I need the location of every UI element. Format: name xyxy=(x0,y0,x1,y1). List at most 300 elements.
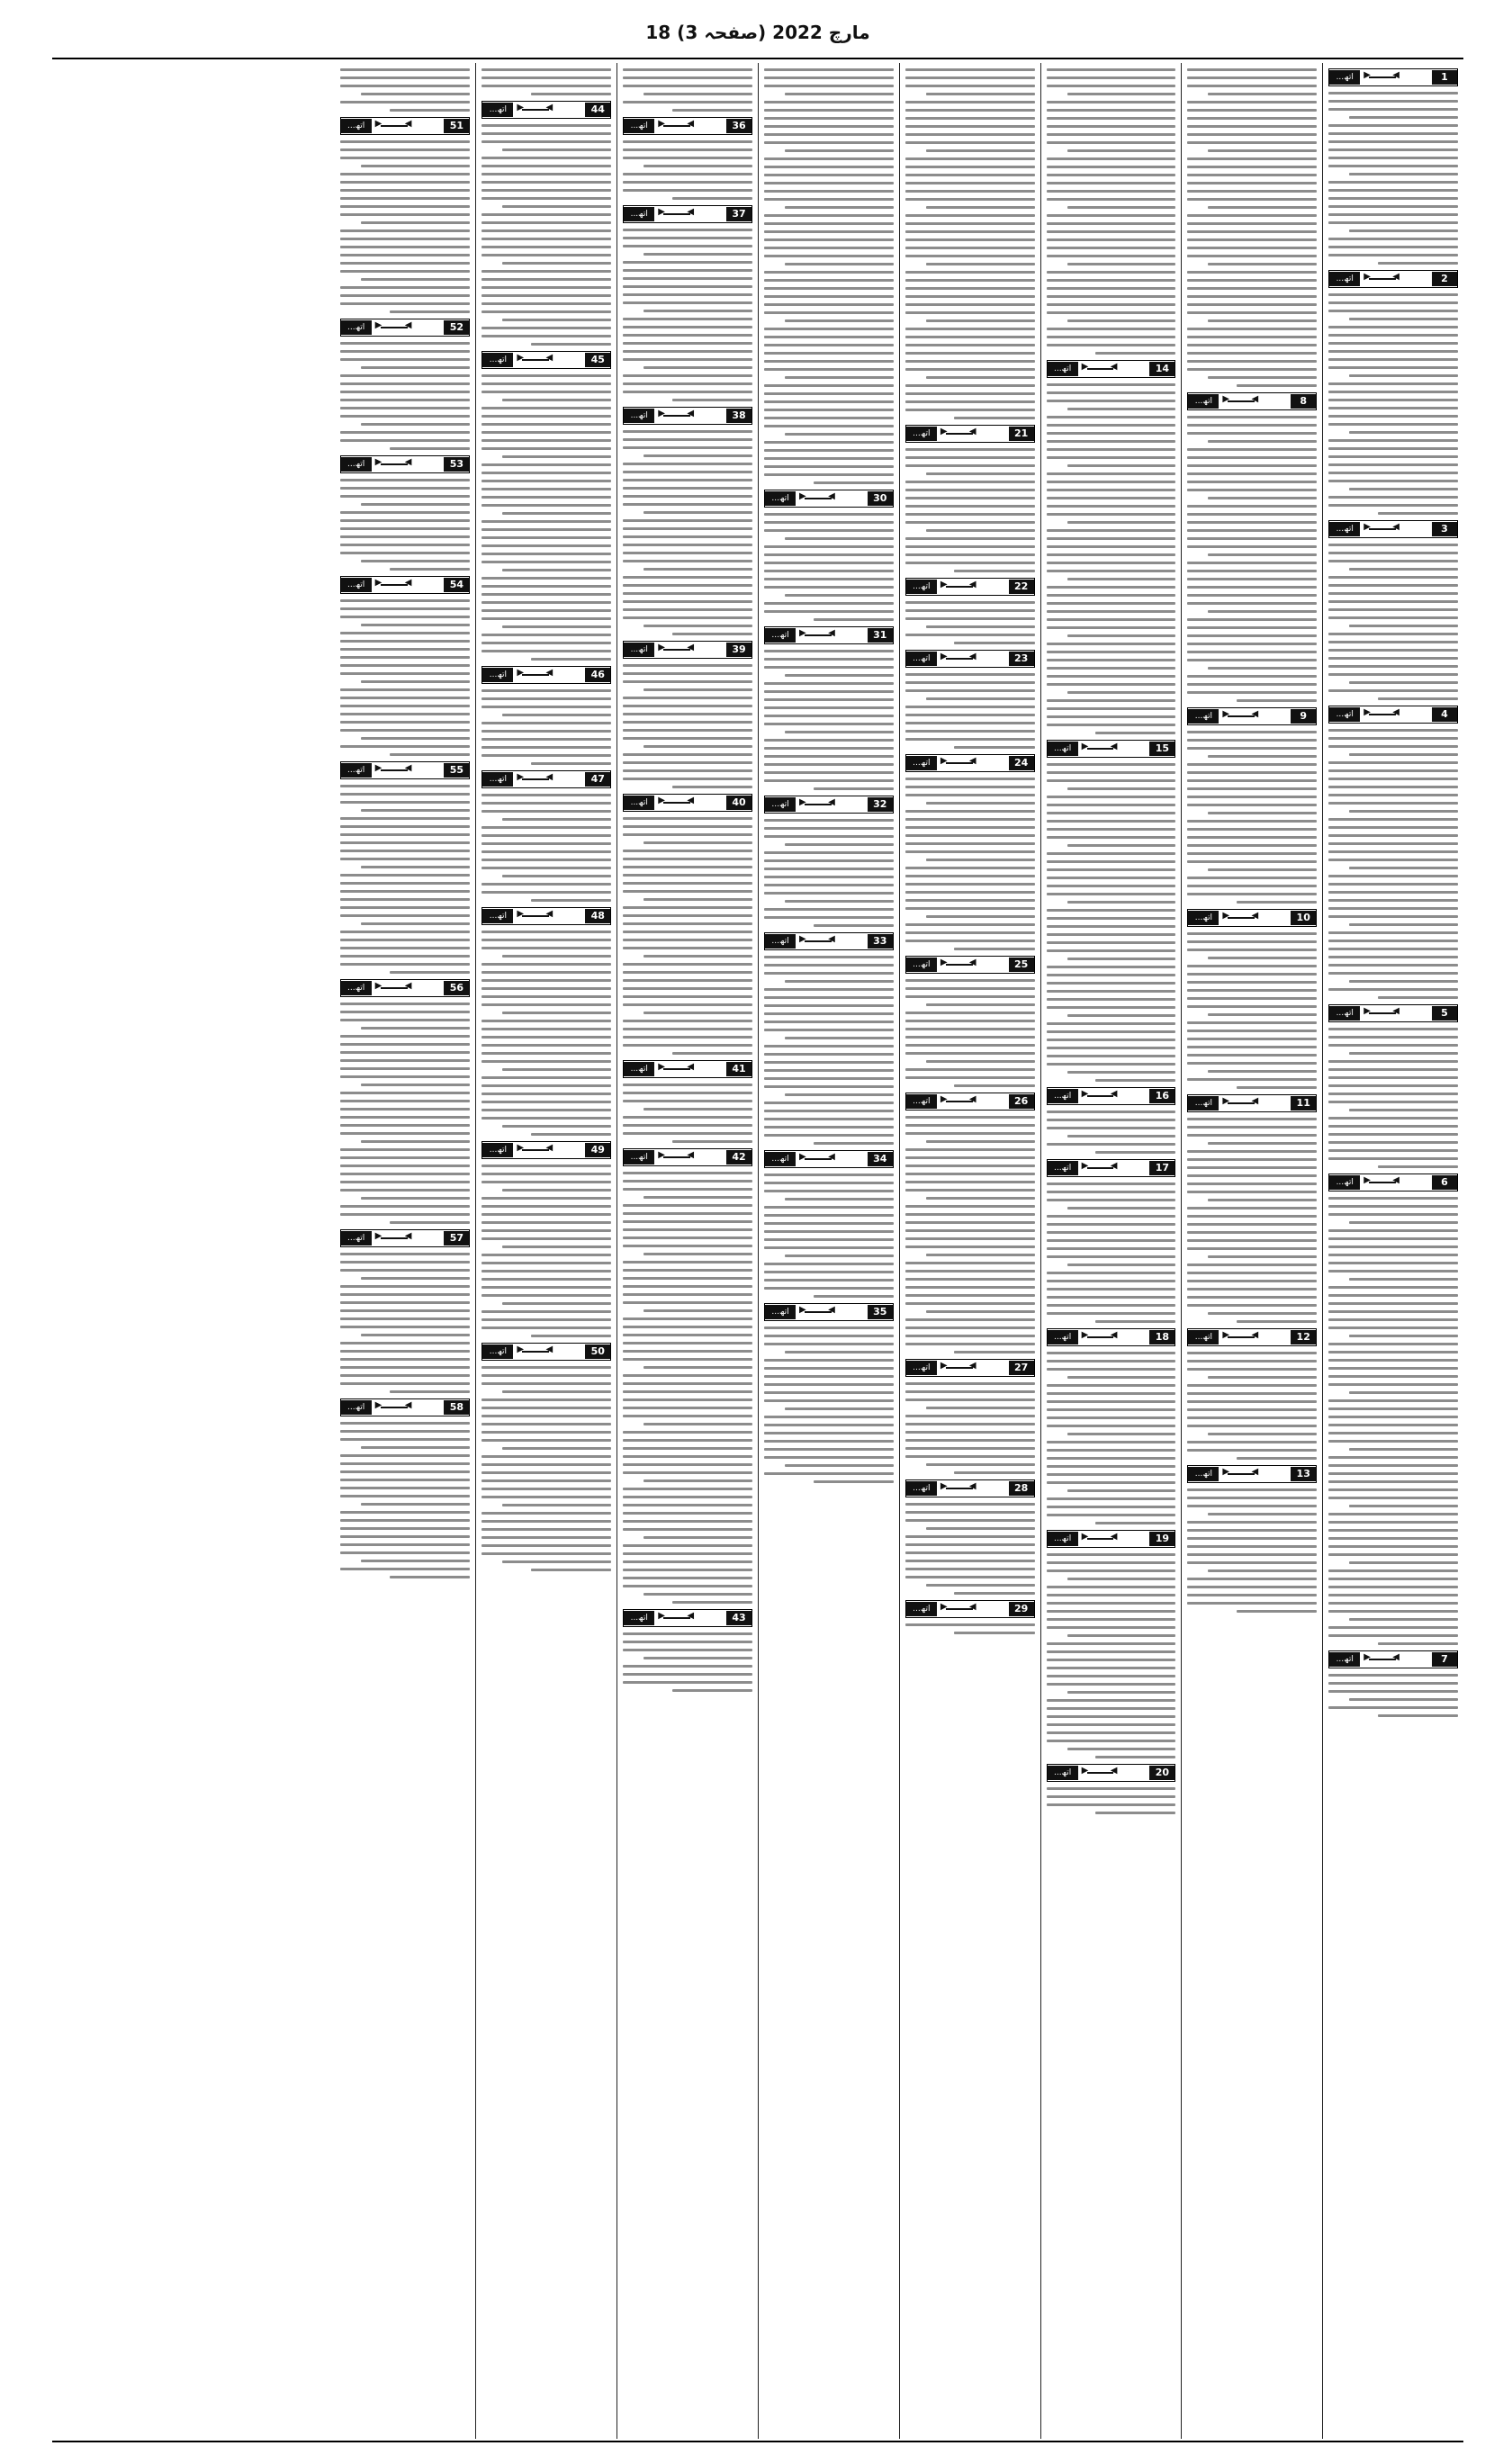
text-line xyxy=(340,785,471,787)
text-line xyxy=(340,1366,471,1369)
text-line xyxy=(1328,463,1458,466)
text-line xyxy=(1047,1063,1176,1066)
text-line xyxy=(482,1003,611,1006)
text-line xyxy=(1187,562,1317,564)
item-header-bar xyxy=(340,576,471,594)
text-line xyxy=(1328,818,1458,821)
news-item xyxy=(1047,1087,1176,1154)
text-line xyxy=(1067,1433,1176,1435)
text-line xyxy=(482,1278,611,1281)
text-line xyxy=(502,399,611,401)
text-line xyxy=(1349,1618,1458,1621)
text-line xyxy=(926,319,1035,322)
item-body-text xyxy=(764,1174,894,1298)
text-line xyxy=(1328,1383,1458,1386)
text-line xyxy=(361,922,471,925)
text-line xyxy=(764,303,894,306)
item-label: اتھ... xyxy=(765,934,796,949)
item-label: اتھ... xyxy=(624,1611,654,1625)
text-line xyxy=(623,672,752,675)
text-line xyxy=(623,729,752,732)
item-body-text xyxy=(1047,1352,1176,1524)
text-line xyxy=(1187,230,1317,233)
text-line xyxy=(1328,238,1458,240)
text-line xyxy=(1378,1714,1458,1717)
text-line xyxy=(905,1229,1035,1232)
item-body-text xyxy=(1187,1488,1317,1613)
text-line xyxy=(814,1480,894,1483)
text-line xyxy=(764,360,894,363)
text-line xyxy=(1328,778,1458,780)
text-line xyxy=(340,1011,471,1013)
text-line xyxy=(623,1084,752,1086)
text-line xyxy=(1047,1143,1176,1146)
text-line xyxy=(531,1335,611,1337)
item-number: 21 xyxy=(1009,427,1034,441)
text-line xyxy=(1067,901,1176,904)
text-line xyxy=(785,980,894,983)
item-label: اتھ... xyxy=(482,103,513,117)
text-line xyxy=(905,198,1035,201)
text-line xyxy=(531,1133,611,1136)
text-line xyxy=(785,149,894,152)
arrow-left-icon: ▶ xyxy=(799,1305,806,1315)
text-line xyxy=(482,1084,611,1087)
text-line xyxy=(1328,1117,1458,1120)
text-line xyxy=(905,995,1035,998)
text-line xyxy=(814,481,894,484)
text-line xyxy=(340,519,471,522)
arrow-icon xyxy=(1078,1766,1150,1780)
news-item xyxy=(1328,1174,1458,1645)
text-line xyxy=(1067,206,1176,209)
text-line xyxy=(1328,552,1458,554)
item-body-text xyxy=(905,979,1035,1087)
text-line xyxy=(623,817,752,820)
arrow-icon xyxy=(1219,1330,1291,1344)
text-line xyxy=(340,1181,471,1183)
text-line xyxy=(764,328,894,330)
arrow-left-icon: ▶ xyxy=(658,1150,665,1160)
text-line xyxy=(1328,1472,1458,1475)
text-line xyxy=(1047,1288,1176,1290)
text-line xyxy=(1208,868,1317,871)
text-line xyxy=(482,1415,611,1417)
text-line xyxy=(1187,820,1317,823)
item-label: اتھ... xyxy=(1329,1175,1360,1190)
text-line xyxy=(1047,481,1176,483)
text-line xyxy=(905,850,1035,853)
text-line xyxy=(623,560,752,562)
text-line xyxy=(1328,1399,1458,1402)
text-line xyxy=(764,190,894,193)
text-line xyxy=(1328,1497,1458,1499)
text-line xyxy=(482,1528,611,1531)
text-line xyxy=(623,1317,752,1320)
text-line xyxy=(764,715,894,717)
text-line xyxy=(1328,600,1458,603)
text-line xyxy=(1187,513,1317,516)
text-line xyxy=(1328,1213,1458,1216)
item-header-bar xyxy=(623,1060,752,1078)
text-line xyxy=(1237,1320,1317,1323)
text-line xyxy=(644,898,752,901)
text-line xyxy=(340,841,471,844)
text-line xyxy=(1187,1368,1317,1371)
text-line xyxy=(623,430,752,433)
arrow-left-icon: ▶ xyxy=(1081,1330,1089,1340)
text-line xyxy=(764,157,894,160)
arrow-left-icon: ▶ xyxy=(940,756,948,766)
text-line xyxy=(1047,562,1176,564)
text-line xyxy=(502,319,611,321)
text-line xyxy=(390,310,471,313)
text-line xyxy=(623,503,752,506)
text-line xyxy=(482,1165,611,1167)
text-line xyxy=(1187,618,1317,621)
text-line xyxy=(1047,529,1176,532)
text-line xyxy=(623,584,752,587)
item-number: 42 xyxy=(726,1150,752,1165)
text-line xyxy=(1328,1480,1458,1483)
text-line xyxy=(905,230,1035,233)
text-line xyxy=(340,705,471,707)
text-line xyxy=(361,366,471,369)
item-number: 23 xyxy=(1009,652,1034,666)
text-line xyxy=(623,495,752,498)
news-item xyxy=(764,1303,894,1483)
text-line xyxy=(1328,1149,1458,1152)
text-line xyxy=(905,117,1035,120)
item-header-bar xyxy=(905,1479,1035,1497)
text-line xyxy=(340,101,471,103)
text-line xyxy=(764,578,894,580)
text-line xyxy=(1047,1191,1176,1193)
text-line xyxy=(764,352,894,355)
text-line xyxy=(905,271,1035,274)
text-line xyxy=(905,1318,1035,1321)
text-line xyxy=(1067,1748,1176,1750)
text-line xyxy=(482,157,611,159)
text-line xyxy=(1208,812,1317,814)
text-line xyxy=(1047,1425,1176,1427)
text-line xyxy=(1047,602,1176,605)
item-body-text xyxy=(764,513,894,621)
text-line xyxy=(764,706,894,709)
text-line xyxy=(623,1585,752,1587)
text-line xyxy=(1237,901,1317,904)
text-line xyxy=(1328,1375,1458,1378)
text-line xyxy=(340,817,471,820)
text-line xyxy=(905,238,1035,241)
text-line xyxy=(764,1238,894,1241)
text-line xyxy=(1047,198,1176,201)
arrow-icon xyxy=(372,457,445,472)
text-line xyxy=(623,874,752,877)
text-line xyxy=(340,294,471,297)
text-line xyxy=(1187,1561,1317,1564)
text-line xyxy=(340,1051,471,1054)
text-line xyxy=(1095,1151,1175,1154)
text-line xyxy=(926,1584,1035,1587)
text-line xyxy=(1328,1610,1458,1613)
text-line xyxy=(482,140,611,143)
text-line xyxy=(926,149,1035,152)
item-label: اتھ... xyxy=(1188,911,1219,925)
text-line xyxy=(644,745,752,748)
text-line xyxy=(1067,691,1176,694)
text-line xyxy=(340,858,471,860)
text-line xyxy=(764,457,894,460)
text-line xyxy=(1047,804,1176,806)
arrow-icon xyxy=(796,934,868,949)
text-line xyxy=(482,931,611,933)
text-line xyxy=(1047,586,1176,589)
item-header-bar xyxy=(482,1141,611,1159)
text-line xyxy=(1047,1514,1176,1516)
text-line xyxy=(764,344,894,346)
text-line xyxy=(1047,763,1176,766)
text-line xyxy=(623,1092,752,1094)
text-line xyxy=(502,1068,611,1071)
text-line xyxy=(1047,230,1176,233)
text-line xyxy=(482,754,611,757)
arrow-left-icon: ▶ xyxy=(940,652,948,661)
item-number: 52 xyxy=(444,320,469,335)
news-item xyxy=(764,932,894,1145)
text-line xyxy=(1187,1280,1317,1282)
newspaper-page xyxy=(52,0,1463,2464)
text-line xyxy=(623,1236,752,1239)
item-header-bar xyxy=(1187,1465,1317,1483)
text-line xyxy=(905,368,1035,371)
text-line xyxy=(954,1084,1034,1087)
text-line xyxy=(1047,182,1176,184)
text-line xyxy=(623,705,752,707)
text-line xyxy=(1047,1553,1176,1556)
text-line xyxy=(1187,691,1317,694)
text-line xyxy=(340,599,471,602)
item-number: 11 xyxy=(1291,1096,1316,1111)
text-line xyxy=(905,133,1035,136)
text-line xyxy=(1047,391,1176,394)
item-label: اتھ... xyxy=(341,1231,372,1245)
text-line xyxy=(905,336,1035,338)
text-line xyxy=(764,513,894,516)
text-line xyxy=(1047,1642,1176,1645)
text-line xyxy=(764,1287,894,1290)
text-line xyxy=(764,562,894,564)
text-line xyxy=(785,1254,894,1257)
text-line xyxy=(1328,560,1458,562)
item-number: 44 xyxy=(585,103,610,117)
text-line xyxy=(764,473,894,476)
arrow-left-icon: ▶ xyxy=(658,1062,665,1072)
text-line xyxy=(623,463,752,465)
text-line xyxy=(1187,198,1317,201)
text-line xyxy=(1187,1247,1317,1250)
item-number: 7 xyxy=(1432,1652,1457,1667)
text-line xyxy=(644,454,752,457)
text-line xyxy=(954,746,1034,749)
text-line xyxy=(764,658,894,661)
news-item xyxy=(1047,1530,1176,1758)
text-line xyxy=(1047,659,1176,661)
text-line xyxy=(482,1181,611,1183)
item-label: اتھ... xyxy=(1329,707,1360,722)
text-line xyxy=(623,181,752,184)
text-line xyxy=(1187,1126,1317,1129)
news-item xyxy=(623,1060,752,1143)
item-number: 14 xyxy=(1149,362,1174,376)
text-line xyxy=(764,425,894,427)
arrow-icon xyxy=(513,772,585,787)
news-item xyxy=(905,578,1035,644)
text-line xyxy=(1067,1634,1176,1637)
text-line xyxy=(1187,1441,1317,1443)
text-line xyxy=(623,1415,752,1417)
text-line xyxy=(1047,166,1176,168)
item-header-bar xyxy=(340,1398,471,1416)
arrow-icon xyxy=(796,491,868,506)
text-line xyxy=(764,723,894,725)
text-line xyxy=(340,1479,471,1481)
text-line xyxy=(1095,732,1175,734)
news-item xyxy=(1187,392,1317,702)
text-line xyxy=(1328,665,1458,668)
text-line xyxy=(340,391,471,393)
item-body-text xyxy=(1047,763,1176,1082)
text-line xyxy=(623,1334,752,1336)
page-date-header: 18 مارچ 2022 (صفحہ 3) xyxy=(645,22,870,43)
item-header-bar xyxy=(764,1303,894,1321)
text-line xyxy=(905,174,1035,176)
text-line xyxy=(764,1102,894,1104)
news-column xyxy=(1322,63,1463,2439)
text-line xyxy=(1187,1360,1317,1362)
text-line xyxy=(623,334,752,337)
arrow-icon xyxy=(937,1361,1009,1375)
text-line xyxy=(1328,1205,1458,1208)
text-line xyxy=(905,1302,1035,1305)
text-line xyxy=(785,900,894,903)
text-line xyxy=(340,664,471,667)
text-line xyxy=(1187,545,1317,548)
text-line xyxy=(1328,769,1458,772)
text-line xyxy=(1187,1425,1317,1427)
text-line xyxy=(764,449,894,452)
arrow-icon xyxy=(654,796,726,810)
news-item xyxy=(764,1150,894,1298)
text-line xyxy=(764,610,894,613)
item-header-bar xyxy=(1328,1174,1458,1192)
text-line xyxy=(1187,1449,1317,1452)
text-line xyxy=(1187,1537,1317,1540)
arrow-left-icon: ▶ xyxy=(517,1143,525,1153)
text-line xyxy=(1067,1691,1176,1694)
text-line xyxy=(905,76,1035,79)
item-header-bar xyxy=(905,1359,1035,1377)
text-line xyxy=(905,1156,1035,1159)
text-line xyxy=(1047,852,1176,855)
text-line xyxy=(764,690,894,693)
item-label: اتھ... xyxy=(1329,522,1360,536)
text-line xyxy=(1047,303,1176,306)
arrow-icon xyxy=(796,1152,868,1166)
text-line xyxy=(1047,505,1176,508)
text-line xyxy=(905,456,1035,459)
arrow-icon xyxy=(1360,1006,1432,1021)
text-line xyxy=(1187,779,1317,782)
text-line xyxy=(390,753,471,756)
text-line xyxy=(1328,1456,1458,1459)
text-line xyxy=(623,552,752,554)
text-line xyxy=(1328,447,1458,450)
arrow-icon xyxy=(372,981,445,995)
text-line xyxy=(531,1569,611,1571)
text-line xyxy=(340,197,471,200)
text-line xyxy=(905,1447,1035,1450)
text-line xyxy=(1047,1699,1176,1702)
text-line xyxy=(502,875,611,877)
text-line xyxy=(764,1367,894,1370)
text-line xyxy=(1328,1141,1458,1144)
text-line xyxy=(623,1447,752,1450)
text-line xyxy=(623,1228,752,1231)
news-item xyxy=(340,68,471,112)
text-line xyxy=(764,1399,894,1402)
text-line xyxy=(1047,1465,1176,1468)
text-line xyxy=(482,439,611,442)
text-line xyxy=(1328,1424,1458,1426)
text-line xyxy=(1328,649,1458,652)
text-line xyxy=(623,1431,752,1434)
item-body-text xyxy=(623,664,752,788)
text-line xyxy=(1328,1084,1458,1087)
text-line xyxy=(1328,948,1458,950)
text-line xyxy=(1187,893,1317,895)
text-line xyxy=(1349,1109,1458,1111)
item-label: اتھ... xyxy=(1048,1161,1078,1175)
text-line xyxy=(340,1189,471,1192)
text-line xyxy=(764,409,894,411)
text-line xyxy=(644,165,752,167)
text-line xyxy=(502,148,611,151)
text-line xyxy=(1047,545,1176,548)
text-line xyxy=(1328,108,1458,111)
text-line xyxy=(340,181,471,184)
text-line xyxy=(340,616,471,618)
text-line xyxy=(502,955,611,958)
text-line xyxy=(482,447,611,450)
text-line xyxy=(905,722,1035,724)
text-line xyxy=(905,891,1035,894)
text-line xyxy=(482,246,611,248)
text-line xyxy=(482,650,611,652)
text-line xyxy=(1187,1529,1317,1532)
item-header-bar xyxy=(623,1609,752,1627)
text-line xyxy=(764,851,894,854)
text-line xyxy=(764,1326,894,1329)
text-line xyxy=(340,1148,471,1151)
text-line xyxy=(482,963,611,966)
text-line xyxy=(1187,166,1317,168)
text-line xyxy=(482,1479,611,1482)
text-line xyxy=(764,1230,894,1233)
text-line xyxy=(1067,1071,1176,1074)
item-header-bar xyxy=(340,455,471,473)
arrow-left-icon: ▶ xyxy=(940,958,948,967)
